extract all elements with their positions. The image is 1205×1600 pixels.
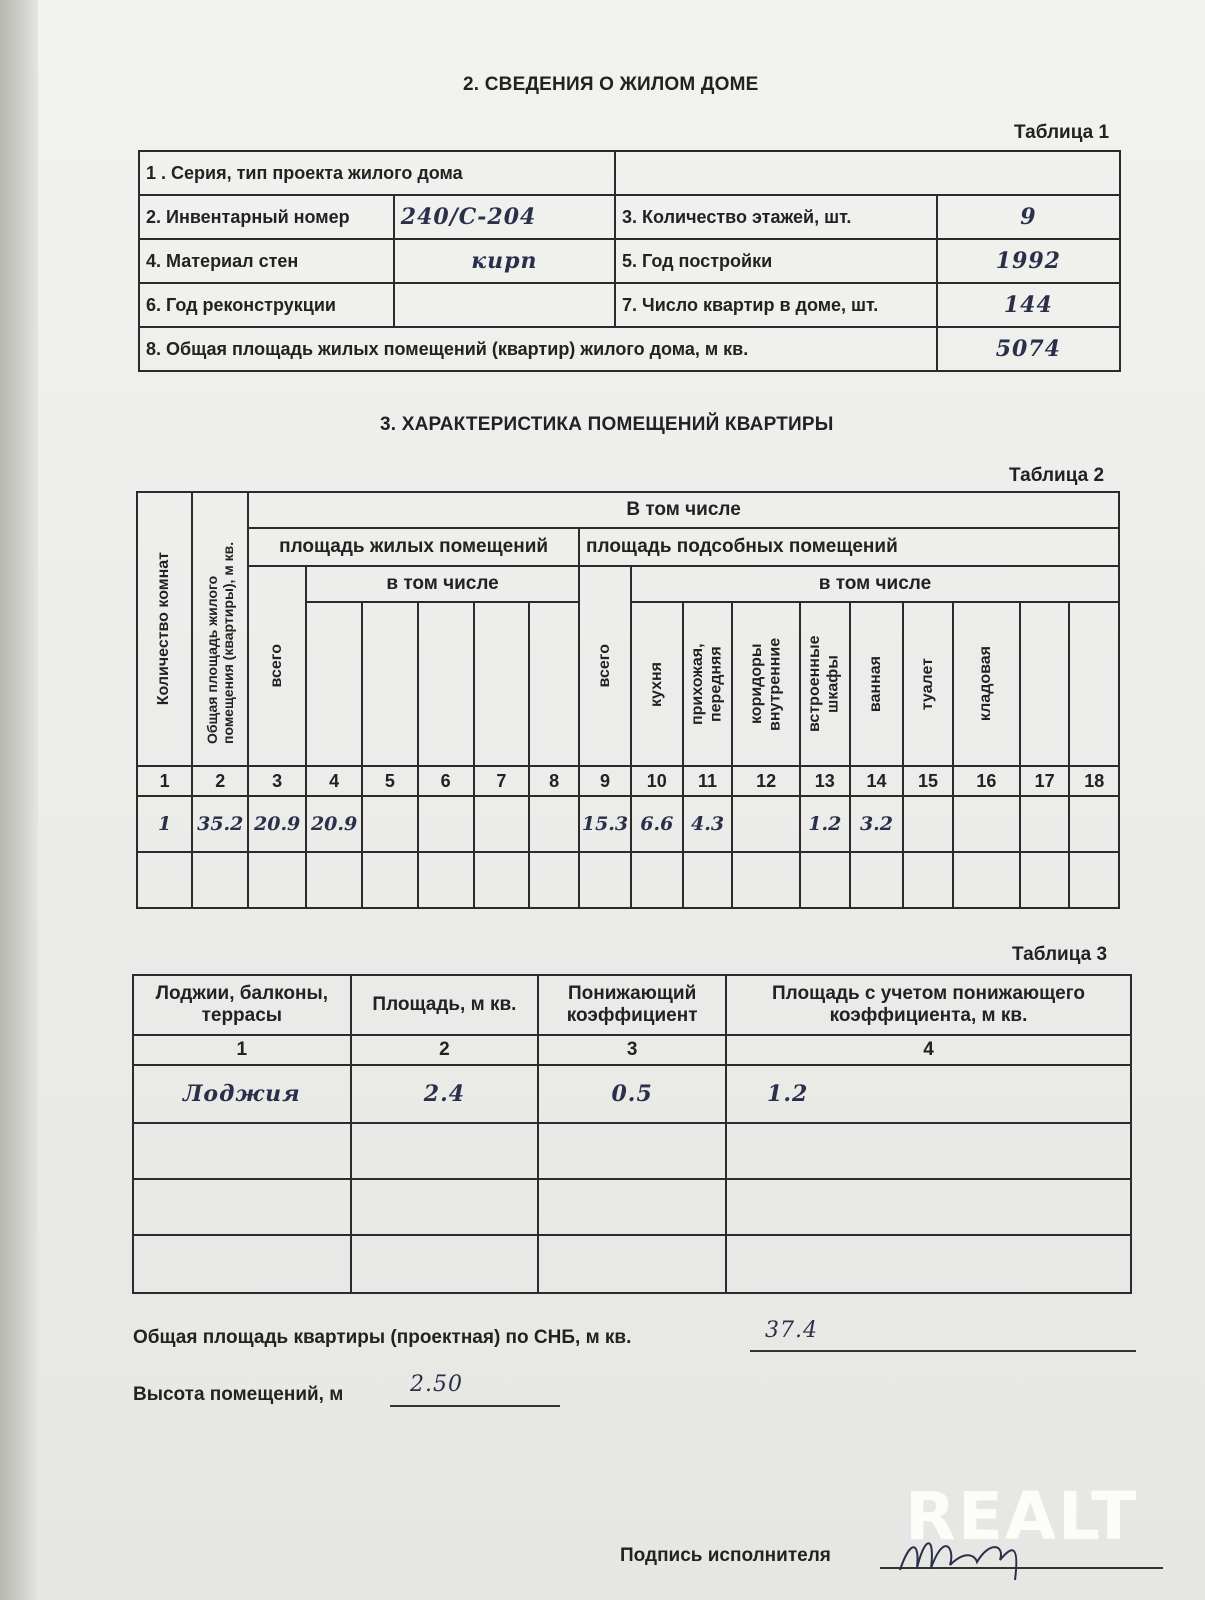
table2-apartment-rooms bbox=[136, 491, 1120, 909]
table1-built-year-label: 5. Год постройки bbox=[615, 239, 937, 283]
table2-header-aux-including: в том числе bbox=[631, 566, 1119, 602]
table2-header-kitchen: кухня bbox=[647, 661, 665, 707]
table2-colnum: 8 bbox=[529, 766, 579, 796]
table2-colnum: 5 bbox=[362, 766, 418, 796]
table3-cell-coefficient: 0.5 bbox=[611, 1081, 653, 1107]
table1-wall-material-label: 4. Материал стен bbox=[139, 239, 394, 283]
table3-loggias bbox=[132, 974, 1132, 1294]
total-area-label: Общая площадь квартиры (проектная) по СНБ, м кв. bbox=[133, 1327, 632, 1348]
table2-colnum: 3 bbox=[248, 766, 306, 796]
table2-header-including: В том числе bbox=[248, 492, 1119, 528]
table1-inventory-value: 240/С-204 bbox=[400, 204, 537, 230]
table3-colnum: 2 bbox=[351, 1035, 539, 1065]
table1-reconstruction-label: 6. Год реконструкции bbox=[139, 283, 394, 327]
section3-title: 3. ХАРАКТЕРИСТИКА ПОМЕЩЕНИЙ КВАРТИРЫ bbox=[380, 414, 834, 435]
table2-colnum: 12 bbox=[732, 766, 799, 796]
table1-built-year-value: 1992 bbox=[995, 248, 1061, 274]
table3-header-loggias: Лоджии, балконы, террасы bbox=[133, 975, 351, 1035]
table2-colnum: 7 bbox=[474, 766, 530, 796]
table2-column-numbers bbox=[137, 766, 1119, 796]
table2-header-living-area: площадь жилых помещений bbox=[248, 528, 579, 566]
table2-cell: 1.2 bbox=[808, 813, 842, 835]
table3-colnum: 4 bbox=[726, 1035, 1131, 1065]
section2-title: 2. СВЕДЕНИЯ О ЖИЛОМ ДОМЕ bbox=[463, 74, 759, 95]
table2-header-aux-total: всего bbox=[595, 644, 613, 688]
table2-cell: 4.3 bbox=[691, 813, 725, 835]
table1-living-area-value: 5074 bbox=[995, 336, 1061, 362]
total-area-underline bbox=[750, 1350, 1136, 1352]
table2-colnum: 14 bbox=[850, 766, 904, 796]
table1-house-info bbox=[138, 150, 1121, 372]
table2-header-storage: кладовая bbox=[977, 646, 995, 722]
room-height-label: Высота помещений, м bbox=[133, 1384, 344, 1405]
table2-row bbox=[137, 852, 1119, 908]
table3-header-adjusted-area: Площадь с учетом понижающего коэффициента, м кв. bbox=[726, 975, 1131, 1035]
table3-caption: Таблица 3 bbox=[1012, 944, 1108, 965]
table1-reconstruction-value bbox=[394, 283, 615, 327]
table2-colnum: 16 bbox=[953, 766, 1020, 796]
table1-floors-value: 9 bbox=[1020, 204, 1037, 230]
table1-apartments-value: 144 bbox=[1003, 292, 1053, 318]
table3-header-coefficient: Понижающий коэффициент bbox=[538, 975, 726, 1035]
table2-colnum: 9 bbox=[579, 766, 631, 796]
table1-inventory-label: 2. Инвентарный номер bbox=[139, 195, 394, 239]
paper-fold-edge bbox=[0, 0, 38, 1600]
table2-colnum: 4 bbox=[306, 766, 362, 796]
table2-cell: 3.2 bbox=[859, 813, 893, 835]
room-height-underline bbox=[390, 1405, 560, 1407]
table2-cell: 6.6 bbox=[640, 813, 674, 835]
table2-colnum: 11 bbox=[683, 766, 733, 796]
table3-row bbox=[133, 1123, 1131, 1179]
table3-row bbox=[133, 1179, 1131, 1235]
table1-floors-label: 3. Количество этажей, шт. bbox=[615, 195, 937, 239]
table2-header-closets: встроенные шкафы bbox=[806, 635, 842, 733]
table2-header-total-area: Общая площадь жилого помещения (квартиры), м кв. bbox=[204, 541, 237, 744]
table1-apartments-label: 7. Число квартир в доме, шт. bbox=[615, 283, 937, 327]
table1-caption: Таблица 1 bbox=[1014, 122, 1110, 143]
table2-header-bath: ванная bbox=[867, 655, 885, 713]
table3-colnum: 3 bbox=[538, 1035, 726, 1065]
realt-watermark-logo: REALT bbox=[905, 1478, 1139, 1555]
table2-cell: 1 bbox=[158, 813, 172, 835]
table2-colnum: 6 bbox=[418, 766, 474, 796]
table2-header-rooms: Количество комнат bbox=[155, 552, 173, 706]
table1-series-value bbox=[615, 151, 1120, 195]
room-height-value: 2.50 bbox=[410, 1372, 463, 1397]
table2-header-aux-area: площадь подсобных помещений bbox=[579, 528, 1119, 566]
table2-colnum: 13 bbox=[800, 766, 850, 796]
table2-header-living-including: в том числе bbox=[306, 566, 579, 602]
table2-row bbox=[137, 796, 1119, 852]
table3-colnum: 1 bbox=[133, 1035, 351, 1065]
table3-row bbox=[133, 1065, 1131, 1123]
table2-cell: 15.3 bbox=[581, 813, 629, 835]
signature-label: Подпись исполнителя bbox=[620, 1545, 831, 1566]
table2-cell: 20.9 bbox=[310, 813, 358, 835]
table2-colnum: 18 bbox=[1069, 766, 1119, 796]
table2-colnum: 17 bbox=[1020, 766, 1069, 796]
table2-header-corridors: коридоры внутренние bbox=[747, 637, 784, 731]
table3-header-area: Площадь, м кв. bbox=[351, 975, 539, 1035]
table3-row bbox=[133, 1235, 1131, 1293]
table2-header-toilet: туалет bbox=[918, 657, 936, 711]
total-area-value: 37.4 bbox=[765, 1318, 818, 1343]
table1-wall-material-value: кирп bbox=[471, 248, 538, 274]
table2-colnum: 10 bbox=[631, 766, 683, 796]
table2-cell: 20.9 bbox=[254, 813, 301, 835]
table1-series-label: 1 . Серия, тип проекта жилого дома bbox=[139, 151, 615, 195]
table2-colnum: 1 bbox=[137, 766, 192, 796]
table2-header-living-total: всего bbox=[267, 644, 285, 688]
table2-colnum: 15 bbox=[903, 766, 952, 796]
table3-cell-adjusted-area: 1.2 bbox=[767, 1081, 809, 1107]
table3-cell-area: 2.4 bbox=[423, 1081, 466, 1107]
table2-cell: 35.2 bbox=[197, 813, 244, 835]
table2-header-hall: прихожая, передняя bbox=[689, 643, 725, 725]
table1-living-area-label: 8. Общая площадь жилых помещений (квартир) жилого дома, м кв. bbox=[139, 327, 937, 371]
table3-cell-type: Лоджия bbox=[182, 1081, 301, 1107]
table2-colnum: 2 bbox=[192, 766, 248, 796]
table2-caption: Таблица 2 bbox=[1009, 465, 1105, 486]
